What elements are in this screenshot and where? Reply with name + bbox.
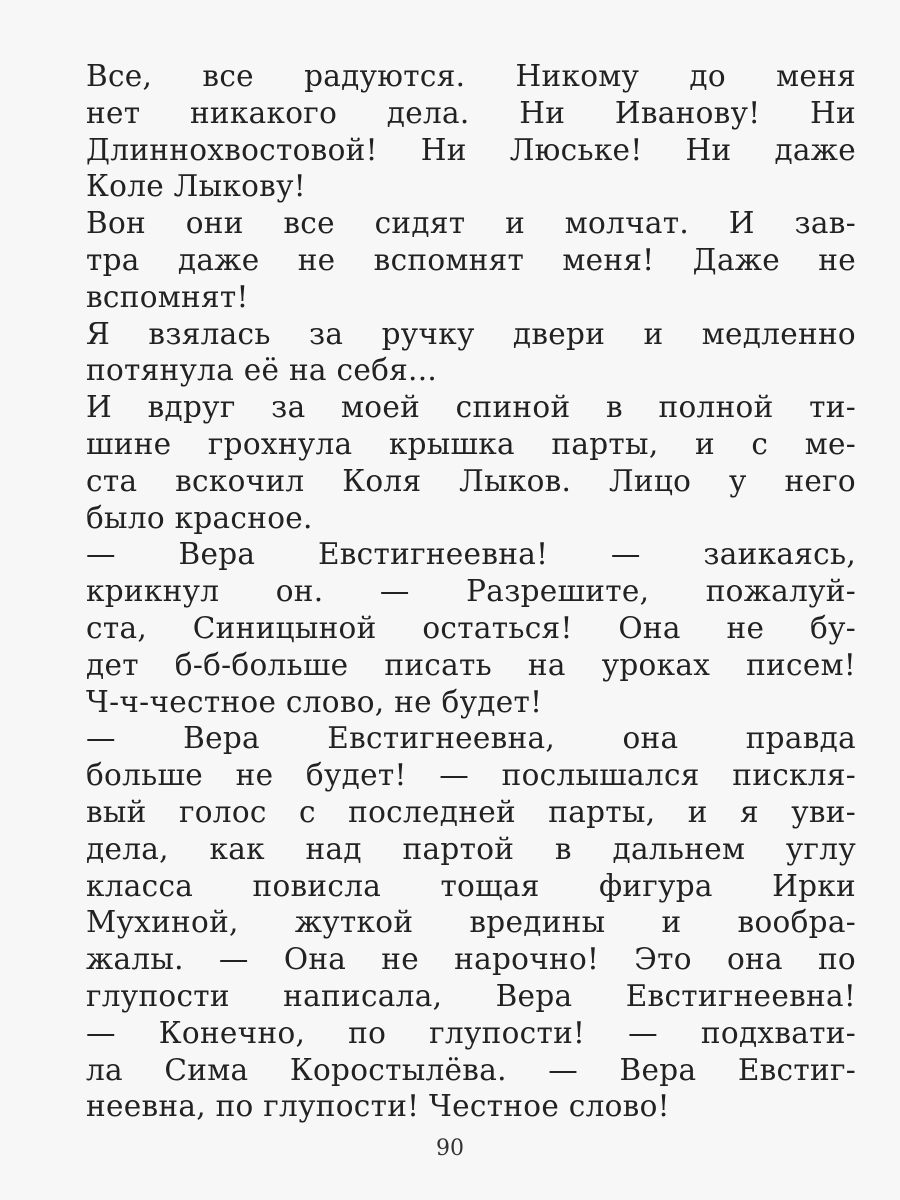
text-line: вспомнят! xyxy=(86,279,249,314)
text-line: ста, Синицыной остаться! Она не бу- xyxy=(86,610,856,645)
text-line: дет б-б-больше писать на уроках писем! xyxy=(86,647,856,682)
page-text xyxy=(86,58,856,1125)
text-line: Все, все радуются. Никому до меня xyxy=(86,59,856,93)
text-line: Длиннохвостовой! Ни Люське! Ни даже xyxy=(86,132,856,167)
text-line: глупости написала, Вера Евстигнеевна! xyxy=(86,978,856,1013)
text-line: дела, как над партой в дальнем углу xyxy=(86,831,856,866)
text-line: Коле Лыкову! xyxy=(86,169,306,204)
text-line: Вон они все сидят и молчат. И зав- xyxy=(86,206,856,241)
text-line: — Конечно, по глупости! — подхвати- xyxy=(86,1015,856,1050)
text-line: ла Сима Коростылёва. — Вера Евстиг- xyxy=(86,1052,856,1087)
text-line: нет никакого дела. Ни Иванову! Ни xyxy=(86,95,856,130)
page-number: 90 xyxy=(436,1136,464,1161)
text-line: Мухиной, жуткой вредины и вообра- xyxy=(86,905,856,940)
text-line: потянула её на себя... xyxy=(86,353,438,388)
text-line: больше не будет! — послышался пискля- xyxy=(86,758,856,793)
text-line: тра даже не вспомнят меня! Даже не xyxy=(86,242,856,277)
text-line: класса повисла тощая фигура Ирки xyxy=(86,868,856,903)
text-line: Ч-ч-честное слово, не будет! xyxy=(86,684,543,719)
text-line: — Вера Евстигнеевна! — заикаясь, xyxy=(86,537,856,572)
text-line: вый голос с последней парты, и я уви- xyxy=(86,794,856,829)
text-line: И вдруг за моей спиной в полной ти- xyxy=(86,390,856,425)
text-line: неевна, по глупости! Честное слово! xyxy=(86,1089,670,1124)
text-line: было красное. xyxy=(86,500,313,535)
text-line: крикнул он. — Разрешите, пожалуй- xyxy=(86,574,856,609)
text-line: жалы. — Она не нарочно! Это она по xyxy=(86,942,856,977)
text-line: шине грохнула крышка парты, и с ме- xyxy=(86,426,856,461)
text-line: ста вскочил Коля Лыков. Лицо у него xyxy=(86,463,856,498)
text-line: — Вера Евстигнеевна, она правда xyxy=(86,721,856,756)
text-line: Я взялась за ручку двери и медленно xyxy=(86,316,856,351)
